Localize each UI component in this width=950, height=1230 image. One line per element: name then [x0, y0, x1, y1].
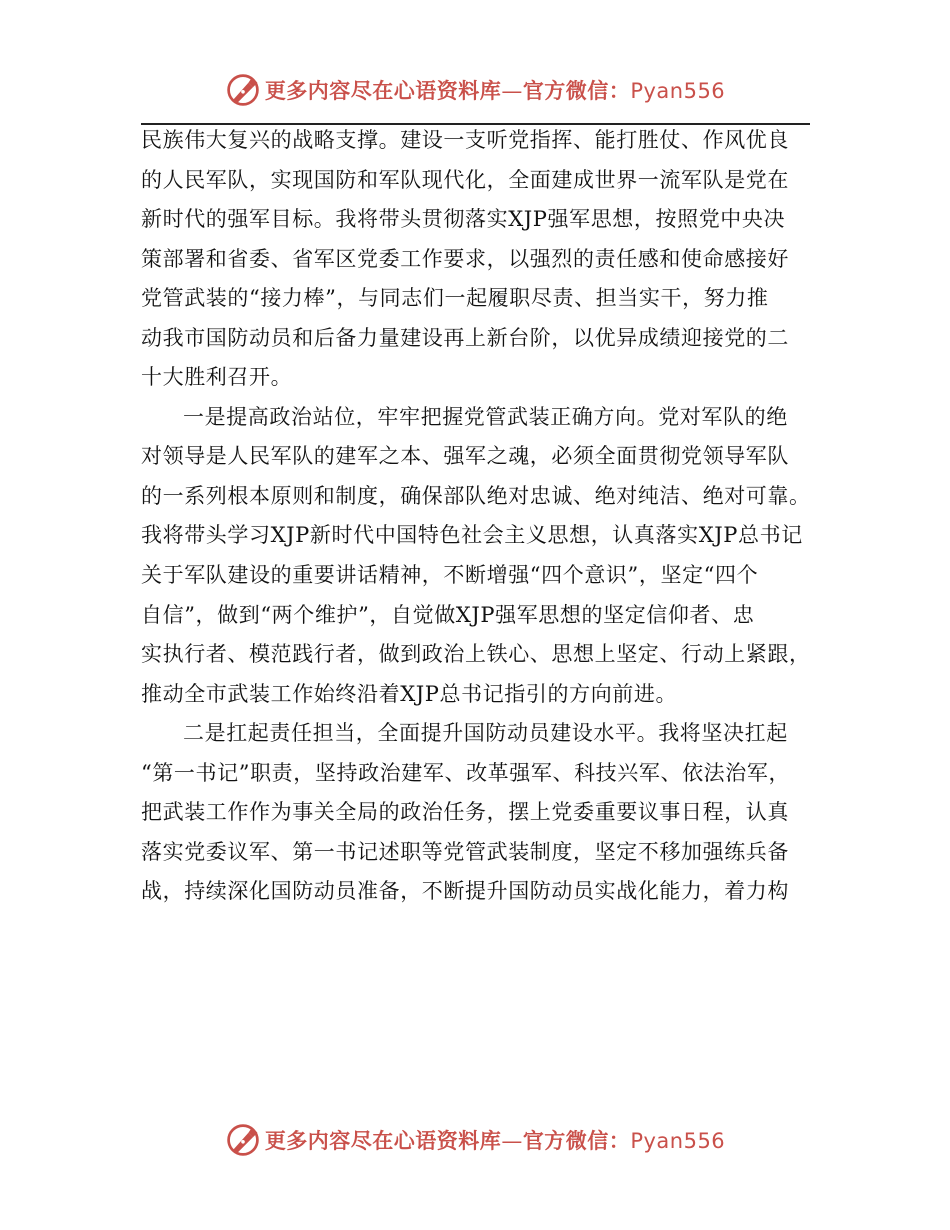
document-body	[141, 121, 821, 912]
text-line: 策部署和省委、省军区党委工作要求，以强烈的责任感和使命感接好	[141, 246, 789, 271]
paragraph-start-line: 一是提高政治站位，牢牢把握党管武装正确方向。党对军队的绝	[183, 404, 788, 429]
footer-banner	[0, 1118, 950, 1162]
text-line: 实执行者、模范践行者，做到政治上铁心、思想上坚定、行动上紧跟，	[141, 642, 811, 667]
text-line: 战，持续深化国防动员准备，不断提升国防动员实战化能力，着力构	[141, 879, 789, 904]
footer-brand-text: 更多内容尽在心语资料库	[264, 1129, 502, 1153]
text-line: 民族伟大复兴的战略支撑。建设一支听党指挥、能打胜仗、作风优良	[141, 128, 789, 152]
text-line: 推动全市武装工作始终沿着XJP总书记指引的方向前进。	[141, 681, 678, 706]
header-contact-id: Pyan556	[630, 79, 726, 103]
header-text	[265, 75, 725, 105]
pen-nib-logo-icon	[225, 72, 261, 108]
header-brand-text: 更多内容尽在心语资料库	[264, 79, 502, 103]
text-line: 十大胜利召开。	[141, 365, 293, 390]
pen-nib-logo-icon	[225, 1122, 261, 1158]
paragraph-start-line: 二是扛起责任担当，全面提升国防动员建设水平。我将坚决扛起	[183, 721, 788, 746]
text-line: 新时代的强军目标。我将带头贯彻落实XJP强军思想，按照党中央决	[141, 207, 786, 232]
header-contact-label: 官方微信：	[522, 79, 631, 103]
text-line: 落实党委议军、第一书记述职等党管武装制度，坚定不移加强练兵备	[141, 839, 789, 864]
footer-text	[265, 1125, 725, 1155]
footer-separator: —	[501, 1129, 523, 1153]
text-line: 党管武装的“接力棒”，与同志们一起履职尽责、担当实干，努力推	[141, 286, 769, 311]
text-line: 自信”，做到“两个维护”，自觉做XJP强军思想的坚定信仰者、忠	[141, 602, 755, 627]
text-line: 关于军队建设的重要讲话精神，不断增强“四个意识”，坚定“四个	[141, 563, 759, 588]
footer-contact-label: 官方微信：	[522, 1129, 631, 1153]
header-separator: —	[501, 79, 523, 103]
text-line: 的人民军队，实现国防和军队现代化，全面建成世界一流军队是党在	[141, 167, 789, 192]
text-line: 对领导是人民军队的建军之本、强军之魂，必须全面贯彻党领导军队	[141, 444, 789, 469]
text-line: 动我市国防动员和后备力量建设再上新台阶，以优异成绩迎接党的二	[141, 325, 789, 350]
text-line: 把武装工作作为事关全局的政治任务，摆上党委重要议事日程，认真	[141, 800, 789, 825]
footer-contact-id: Pyan556	[630, 1129, 726, 1153]
header-banner	[0, 68, 950, 112]
text-line: 的一系列根本原则和制度，确保部队绝对忠诚、绝对纯洁、绝对可靠。	[141, 483, 811, 508]
text-line: “第一书记”职责，坚持政治建军、改革强军、科技兴军、依法治军，	[141, 760, 791, 785]
text-line: 我将带头学习XJP新时代中国特色社会主义思想，认真落实XJP总书记	[141, 523, 803, 548]
